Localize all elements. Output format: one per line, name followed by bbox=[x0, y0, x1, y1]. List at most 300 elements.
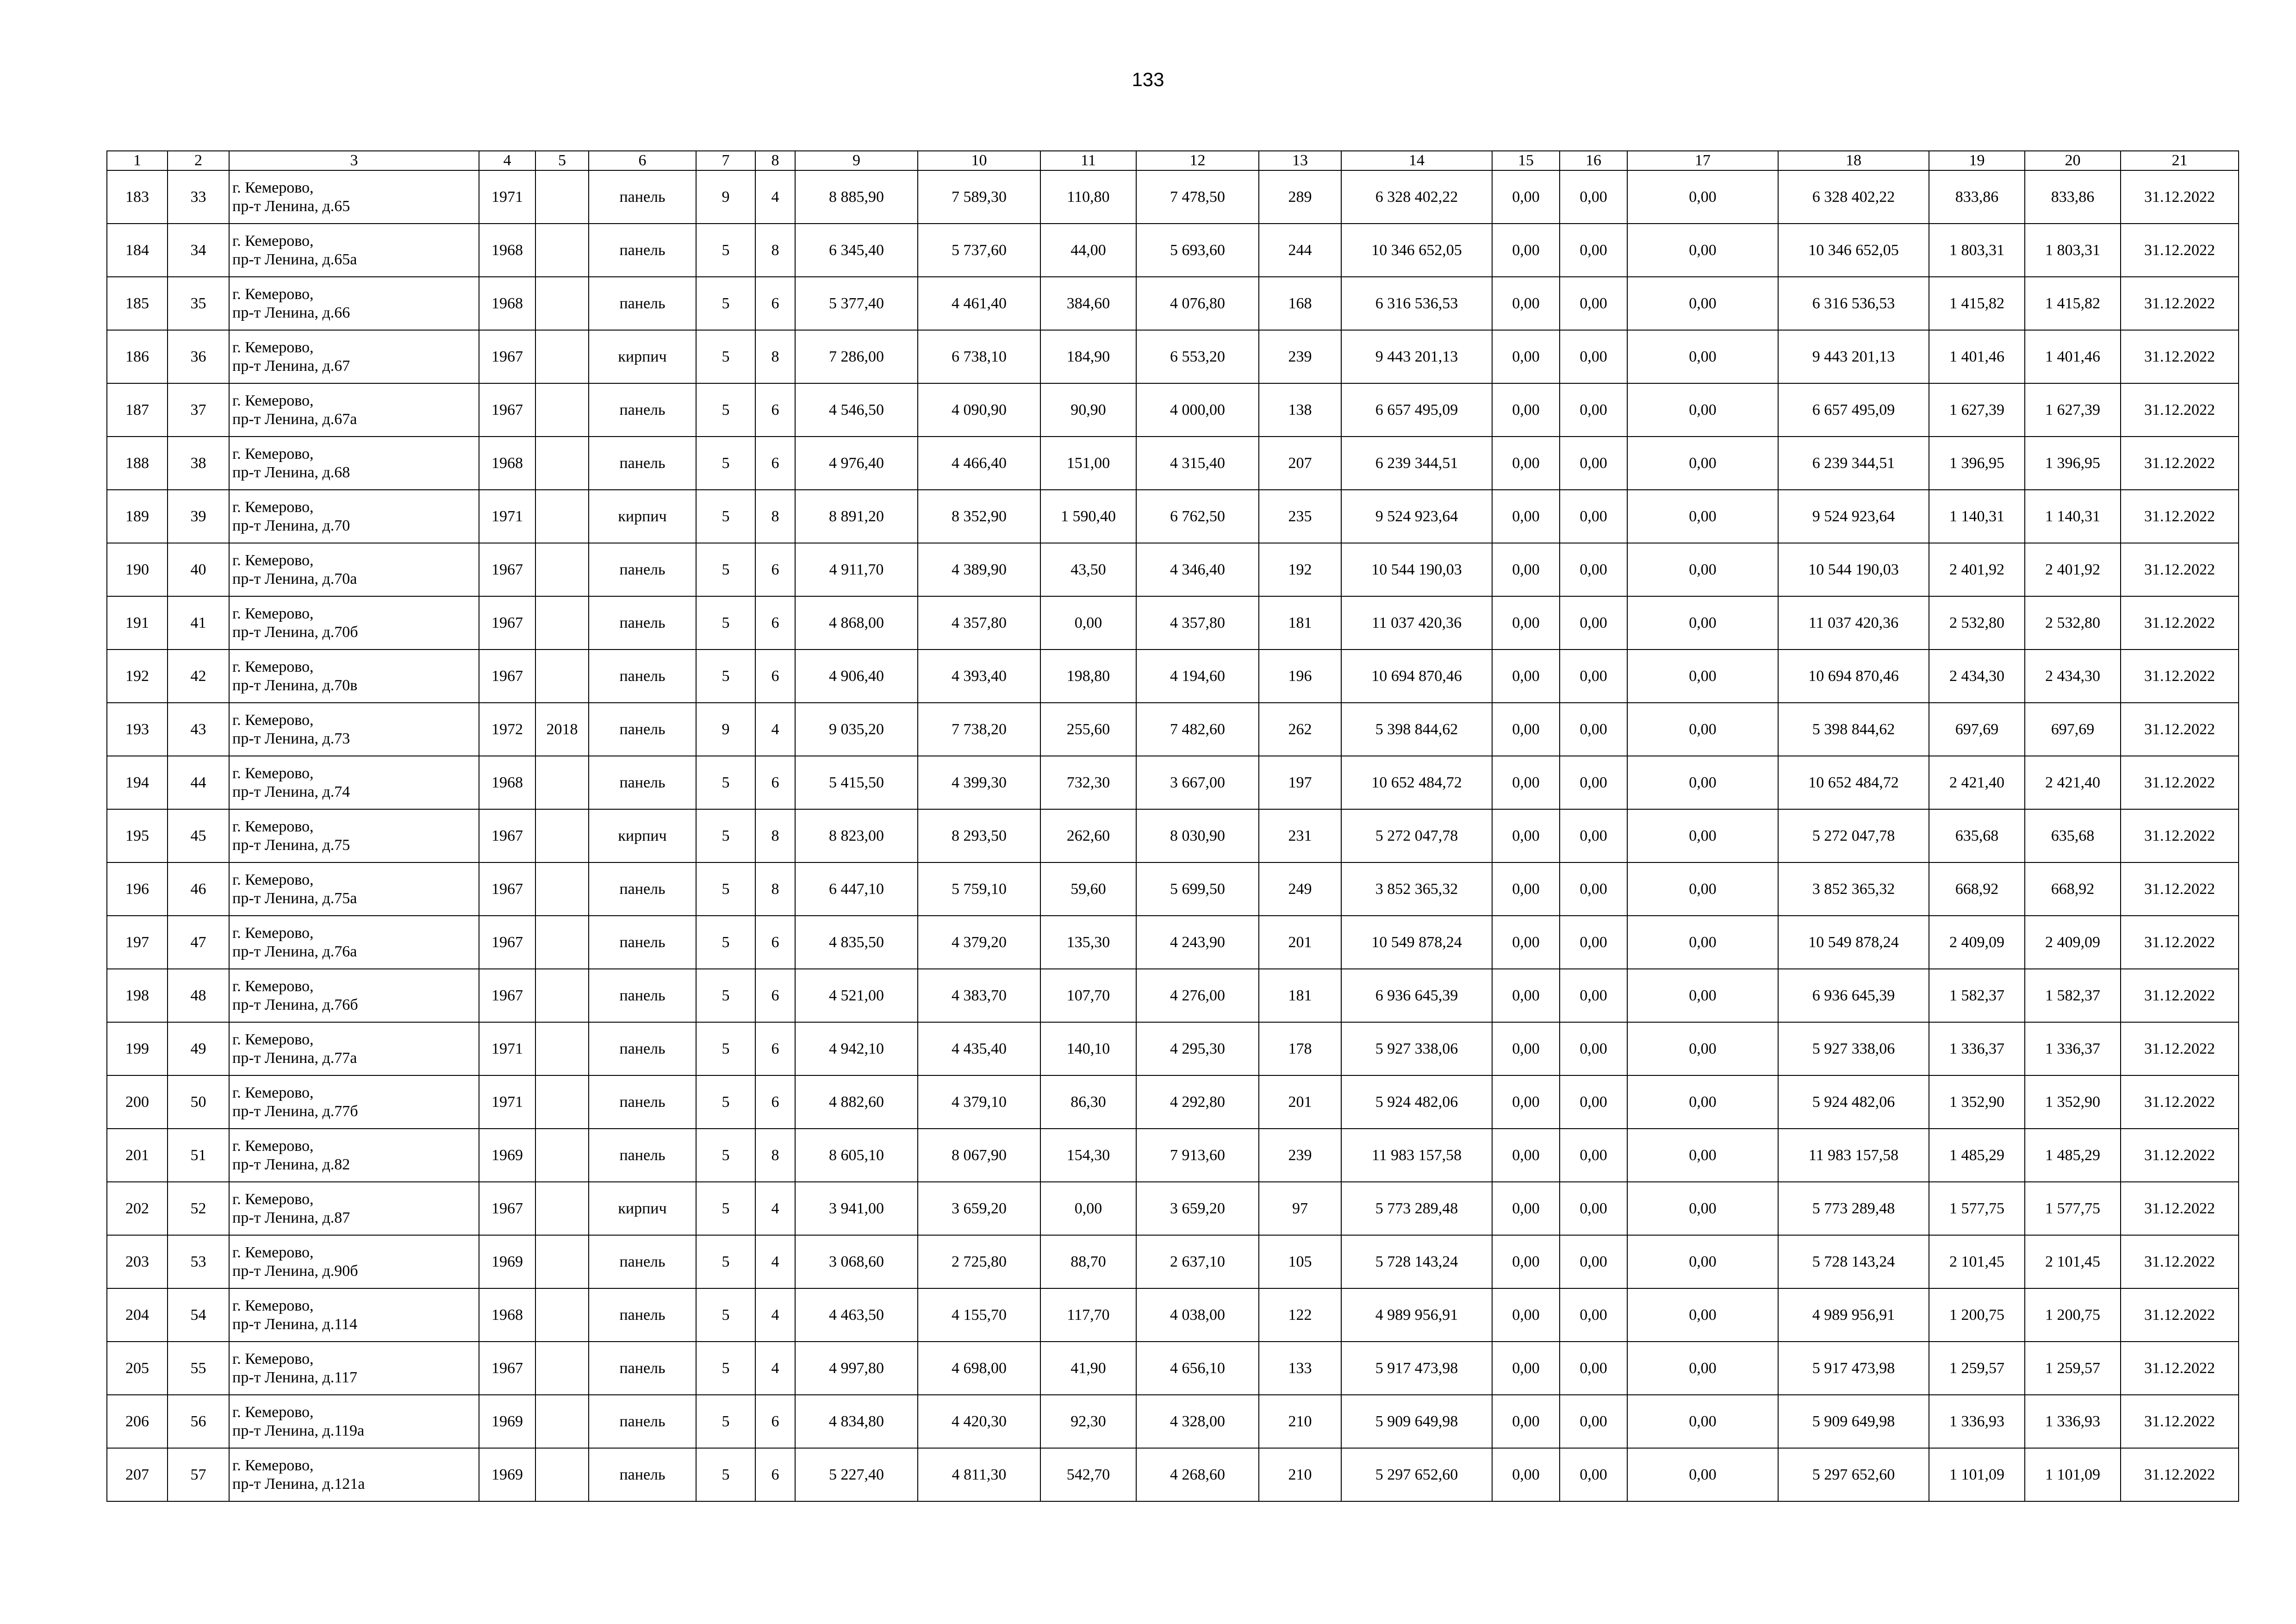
cell-col-1: 190 bbox=[107, 543, 168, 596]
cell-col-2: 49 bbox=[168, 1022, 229, 1075]
cell-col-6: панель bbox=[589, 277, 696, 330]
cell-col-11: 384,60 bbox=[1040, 277, 1136, 330]
cell-col-2: 55 bbox=[168, 1342, 229, 1395]
cell-col-12: 4 346,40 bbox=[1136, 543, 1259, 596]
cell-col-17: 0,00 bbox=[1627, 1129, 1778, 1182]
cell-col-18: 5 917 473,98 bbox=[1778, 1342, 1929, 1395]
cell-col-21: 31.12.2022 bbox=[2121, 543, 2239, 596]
cell-col-19: 2 401,92 bbox=[1929, 543, 2025, 596]
cell-col-14: 5 917 473,98 bbox=[1341, 1342, 1492, 1395]
cell-col-16: 0,00 bbox=[1560, 1022, 1627, 1075]
cell-col-8: 4 bbox=[755, 1342, 795, 1395]
table-row bbox=[107, 1075, 2239, 1129]
cell-col-7: 5 bbox=[696, 543, 755, 596]
cell-col-17: 0,00 bbox=[1627, 756, 1778, 809]
column-header-7: 7 bbox=[696, 151, 755, 170]
cell-col-6: панель bbox=[589, 1129, 696, 1182]
cell-col-17: 0,00 bbox=[1627, 862, 1778, 916]
cell-col-16: 0,00 bbox=[1560, 1448, 1627, 1501]
cell-col-10: 7 738,20 bbox=[918, 703, 1040, 756]
address-street: пр-т Ленина, д.65а bbox=[232, 250, 357, 268]
cell-col-4: 1968 bbox=[479, 756, 535, 809]
cell-col-20: 2 401,92 bbox=[2025, 543, 2121, 596]
address-cell bbox=[229, 703, 479, 756]
cell-col-15: 0,00 bbox=[1492, 916, 1560, 969]
cell-col-21: 31.12.2022 bbox=[2121, 1075, 2239, 1129]
cell-col-6: панель bbox=[589, 916, 696, 969]
cell-col-6: кирпич bbox=[589, 1182, 696, 1235]
cell-col-17: 0,00 bbox=[1627, 703, 1778, 756]
cell-col-5 bbox=[535, 1075, 589, 1129]
cell-col-2: 48 bbox=[168, 969, 229, 1022]
column-header-11: 11 bbox=[1040, 151, 1136, 170]
cell-col-5 bbox=[535, 1288, 589, 1342]
cell-col-16: 0,00 bbox=[1560, 330, 1627, 383]
cell-col-13: 235 bbox=[1259, 490, 1341, 543]
cell-col-8: 6 bbox=[755, 277, 795, 330]
cell-col-7: 5 bbox=[696, 1129, 755, 1182]
cell-col-8: 4 bbox=[755, 1182, 795, 1235]
cell-col-14: 5 927 338,06 bbox=[1341, 1022, 1492, 1075]
cell-col-18: 5 728 143,24 bbox=[1778, 1235, 1929, 1288]
address-city: г. Кемерово, bbox=[232, 1137, 314, 1155]
cell-col-18: 5 398 844,62 bbox=[1778, 703, 1929, 756]
cell-col-1: 201 bbox=[107, 1129, 168, 1182]
cell-col-18: 5 927 338,06 bbox=[1778, 1022, 1929, 1075]
cell-col-1: 194 bbox=[107, 756, 168, 809]
cell-col-8: 6 bbox=[755, 1395, 795, 1448]
cell-col-2: 40 bbox=[168, 543, 229, 596]
cell-col-2: 56 bbox=[168, 1395, 229, 1448]
address-street: пр-т Ленина, д.114 bbox=[232, 1315, 358, 1333]
cell-col-10: 4 379,10 bbox=[918, 1075, 1040, 1129]
cell-col-7: 9 bbox=[696, 170, 755, 224]
cell-col-7: 5 bbox=[696, 383, 755, 437]
cell-col-4: 1967 bbox=[479, 596, 535, 650]
cell-col-4: 1968 bbox=[479, 277, 535, 330]
cell-col-13: 262 bbox=[1259, 703, 1341, 756]
cell-col-21: 31.12.2022 bbox=[2121, 1342, 2239, 1395]
cell-col-15: 0,00 bbox=[1492, 862, 1560, 916]
cell-col-14: 10 544 190,03 bbox=[1341, 543, 1492, 596]
cell-col-6: панель bbox=[589, 437, 696, 490]
cell-col-21: 31.12.2022 bbox=[2121, 1022, 2239, 1075]
cell-col-7: 5 bbox=[696, 1288, 755, 1342]
cell-col-10: 4 389,90 bbox=[918, 543, 1040, 596]
cell-col-19: 1 415,82 bbox=[1929, 277, 2025, 330]
address-street: пр-т Ленина, д.70а bbox=[232, 570, 357, 587]
cell-col-13: 201 bbox=[1259, 916, 1341, 969]
cell-col-21: 31.12.2022 bbox=[2121, 703, 2239, 756]
cell-col-15: 0,00 bbox=[1492, 1022, 1560, 1075]
cell-col-10: 7 589,30 bbox=[918, 170, 1040, 224]
cell-col-17: 0,00 bbox=[1627, 1182, 1778, 1235]
cell-col-4: 1971 bbox=[479, 1075, 535, 1129]
cell-col-15: 0,00 bbox=[1492, 170, 1560, 224]
address-cell bbox=[229, 756, 479, 809]
address-city: г. Кемерово, bbox=[232, 232, 314, 250]
cell-col-6: панель bbox=[589, 383, 696, 437]
cell-col-12: 4 656,10 bbox=[1136, 1342, 1259, 1395]
address-cell bbox=[229, 490, 479, 543]
cell-col-13: 133 bbox=[1259, 1342, 1341, 1395]
cell-col-14: 5 272 047,78 bbox=[1341, 809, 1492, 862]
address-street: пр-т Ленина, д.119а bbox=[232, 1422, 365, 1439]
cell-col-16: 0,00 bbox=[1560, 862, 1627, 916]
cell-col-16: 0,00 bbox=[1560, 224, 1627, 277]
cell-col-18: 10 549 878,24 bbox=[1778, 916, 1929, 969]
cell-col-20: 1 101,09 bbox=[2025, 1448, 2121, 1501]
table-row bbox=[107, 650, 2239, 703]
table-row bbox=[107, 1342, 2239, 1395]
cell-col-10: 5 759,10 bbox=[918, 862, 1040, 916]
cell-col-16: 0,00 bbox=[1560, 969, 1627, 1022]
cell-col-1: 183 bbox=[107, 170, 168, 224]
cell-col-8: 6 bbox=[755, 650, 795, 703]
cell-col-15: 0,00 bbox=[1492, 703, 1560, 756]
cell-col-20: 833,86 bbox=[2025, 170, 2121, 224]
cell-col-6: панель bbox=[589, 756, 696, 809]
cell-col-2: 54 bbox=[168, 1288, 229, 1342]
cell-col-14: 6 328 402,22 bbox=[1341, 170, 1492, 224]
cell-col-1: 186 bbox=[107, 330, 168, 383]
column-header-5: 5 bbox=[535, 151, 589, 170]
cell-col-6: кирпич bbox=[589, 490, 696, 543]
address-street: пр-т Ленина, д.70 bbox=[232, 517, 350, 534]
cell-col-18: 10 544 190,03 bbox=[1778, 543, 1929, 596]
cell-col-13: 122 bbox=[1259, 1288, 1341, 1342]
cell-col-19: 1 336,93 bbox=[1929, 1395, 2025, 1448]
table-row bbox=[107, 809, 2239, 862]
cell-col-12: 3 659,20 bbox=[1136, 1182, 1259, 1235]
cell-col-4: 1969 bbox=[479, 1235, 535, 1288]
cell-col-17: 0,00 bbox=[1627, 809, 1778, 862]
cell-col-9: 4 834,80 bbox=[795, 1395, 918, 1448]
cell-col-6: панель bbox=[589, 170, 696, 224]
cell-col-20: 2 421,40 bbox=[2025, 756, 2121, 809]
cell-col-21: 31.12.2022 bbox=[2121, 862, 2239, 916]
cell-col-14: 10 549 878,24 bbox=[1341, 916, 1492, 969]
cell-col-2: 43 bbox=[168, 703, 229, 756]
cell-col-4: 1967 bbox=[479, 862, 535, 916]
cell-col-20: 1 582,37 bbox=[2025, 969, 2121, 1022]
cell-col-10: 4 698,00 bbox=[918, 1342, 1040, 1395]
cell-col-19: 1 582,37 bbox=[1929, 969, 2025, 1022]
cell-col-21: 31.12.2022 bbox=[2121, 1448, 2239, 1501]
cell-col-2: 45 bbox=[168, 809, 229, 862]
address-street: пр-т Ленина, д.117 bbox=[232, 1368, 358, 1386]
cell-col-10: 3 659,20 bbox=[918, 1182, 1040, 1235]
table-row bbox=[107, 170, 2239, 224]
address-city: г. Кемерово, bbox=[232, 871, 314, 888]
address-street: пр-т Ленина, д.67 bbox=[232, 357, 350, 375]
cell-col-5 bbox=[535, 1022, 589, 1075]
cell-col-10: 4 379,20 bbox=[918, 916, 1040, 969]
table-row bbox=[107, 1288, 2239, 1342]
table-row bbox=[107, 916, 2239, 969]
address-street: пр-т Ленина, д.121а bbox=[232, 1475, 365, 1493]
cell-col-7: 5 bbox=[696, 1075, 755, 1129]
cell-col-9: 4 835,50 bbox=[795, 916, 918, 969]
address-cell bbox=[229, 596, 479, 650]
address-city: г. Кемерово, bbox=[232, 338, 314, 356]
cell-col-15: 0,00 bbox=[1492, 1342, 1560, 1395]
table-row bbox=[107, 1182, 2239, 1235]
cell-col-19: 697,69 bbox=[1929, 703, 2025, 756]
cell-col-16: 0,00 bbox=[1560, 490, 1627, 543]
cell-col-20: 1 200,75 bbox=[2025, 1288, 2121, 1342]
address-city: г. Кемерово, bbox=[232, 605, 314, 622]
cell-col-20: 2 409,09 bbox=[2025, 916, 2121, 969]
cell-col-7: 5 bbox=[696, 330, 755, 383]
cell-col-15: 0,00 bbox=[1492, 1075, 1560, 1129]
cell-col-7: 5 bbox=[696, 490, 755, 543]
cell-col-6: панель bbox=[589, 1075, 696, 1129]
cell-col-12: 4 276,00 bbox=[1136, 969, 1259, 1022]
table-row bbox=[107, 703, 2239, 756]
cell-col-12: 6 762,50 bbox=[1136, 490, 1259, 543]
cell-col-11: 0,00 bbox=[1040, 596, 1136, 650]
address-city: г. Кемерово, bbox=[232, 711, 314, 729]
cell-col-12: 4 038,00 bbox=[1136, 1288, 1259, 1342]
cell-col-6: панель bbox=[589, 596, 696, 650]
cell-col-8: 8 bbox=[755, 330, 795, 383]
cell-col-10: 4 393,40 bbox=[918, 650, 1040, 703]
cell-col-19: 1 396,95 bbox=[1929, 437, 2025, 490]
cell-col-8: 6 bbox=[755, 437, 795, 490]
cell-col-10: 8 293,50 bbox=[918, 809, 1040, 862]
cell-col-17: 0,00 bbox=[1627, 916, 1778, 969]
cell-col-19: 1 336,37 bbox=[1929, 1022, 2025, 1075]
cell-col-13: 201 bbox=[1259, 1075, 1341, 1129]
cell-col-1: 198 bbox=[107, 969, 168, 1022]
cell-col-21: 31.12.2022 bbox=[2121, 1129, 2239, 1182]
cell-col-16: 0,00 bbox=[1560, 1129, 1627, 1182]
address-cell bbox=[229, 1342, 479, 1395]
cell-col-21: 31.12.2022 bbox=[2121, 437, 2239, 490]
cell-col-9: 8 605,10 bbox=[795, 1129, 918, 1182]
column-header-15: 15 bbox=[1492, 151, 1560, 170]
cell-col-13: 181 bbox=[1259, 596, 1341, 650]
cell-col-13: 97 bbox=[1259, 1182, 1341, 1235]
cell-col-8: 4 bbox=[755, 703, 795, 756]
cell-col-4: 1972 bbox=[479, 703, 535, 756]
address-street: пр-т Ленина, д.76а bbox=[232, 943, 357, 960]
table-row bbox=[107, 1448, 2239, 1501]
table-body bbox=[107, 170, 2239, 1501]
column-header-6: 6 bbox=[589, 151, 696, 170]
cell-col-2: 34 bbox=[168, 224, 229, 277]
cell-col-13: 196 bbox=[1259, 650, 1341, 703]
cell-col-13: 192 bbox=[1259, 543, 1341, 596]
cell-col-6: панель bbox=[589, 1288, 696, 1342]
cell-col-17: 0,00 bbox=[1627, 1288, 1778, 1342]
cell-col-21: 31.12.2022 bbox=[2121, 1235, 2239, 1288]
cell-col-14: 10 652 484,72 bbox=[1341, 756, 1492, 809]
cell-col-18: 5 773 289,48 bbox=[1778, 1182, 1929, 1235]
address-street: пр-т Ленина, д.74 bbox=[232, 783, 350, 800]
cell-col-20: 1 352,90 bbox=[2025, 1075, 2121, 1129]
table-row bbox=[107, 543, 2239, 596]
cell-col-2: 50 bbox=[168, 1075, 229, 1129]
cell-col-8: 8 bbox=[755, 862, 795, 916]
column-header-8: 8 bbox=[755, 151, 795, 170]
table-row bbox=[107, 1235, 2239, 1288]
header-row bbox=[107, 151, 2239, 170]
cell-col-18: 11 037 420,36 bbox=[1778, 596, 1929, 650]
cell-col-4: 1967 bbox=[479, 650, 535, 703]
cell-col-17: 0,00 bbox=[1627, 170, 1778, 224]
cell-col-13: 231 bbox=[1259, 809, 1341, 862]
cell-col-14: 5 297 652,60 bbox=[1341, 1448, 1492, 1501]
cell-col-9: 4 521,00 bbox=[795, 969, 918, 1022]
cell-col-18: 11 983 157,58 bbox=[1778, 1129, 1929, 1182]
address-city: г. Кемерово, bbox=[232, 1403, 314, 1421]
cell-col-19: 833,86 bbox=[1929, 170, 2025, 224]
address-cell bbox=[229, 170, 479, 224]
address-cell bbox=[229, 969, 479, 1022]
cell-col-12: 7 482,60 bbox=[1136, 703, 1259, 756]
cell-col-9: 5 377,40 bbox=[795, 277, 918, 330]
address-street: пр-т Ленина, д.68 bbox=[232, 463, 350, 481]
cell-col-14: 3 852 365,32 bbox=[1341, 862, 1492, 916]
cell-col-8: 6 bbox=[755, 916, 795, 969]
address-street: пр-т Ленина, д.77а bbox=[232, 1049, 357, 1067]
cell-col-4: 1967 bbox=[479, 383, 535, 437]
cell-col-15: 0,00 bbox=[1492, 1288, 1560, 1342]
cell-col-12: 5 699,50 bbox=[1136, 862, 1259, 916]
address-street: пр-т Ленина, д.70б bbox=[232, 623, 358, 641]
cell-col-1: 199 bbox=[107, 1022, 168, 1075]
address-cell bbox=[229, 916, 479, 969]
cell-col-11: 255,60 bbox=[1040, 703, 1136, 756]
cell-col-13: 181 bbox=[1259, 969, 1341, 1022]
cell-col-7: 5 bbox=[696, 1342, 755, 1395]
column-header-13: 13 bbox=[1259, 151, 1341, 170]
cell-col-11: 110,80 bbox=[1040, 170, 1136, 224]
cell-col-15: 0,00 bbox=[1492, 224, 1560, 277]
cell-col-11: 0,00 bbox=[1040, 1182, 1136, 1235]
cell-col-4: 1969 bbox=[479, 1129, 535, 1182]
cell-col-6: панель bbox=[589, 224, 696, 277]
cell-col-7: 5 bbox=[696, 437, 755, 490]
cell-col-8: 6 bbox=[755, 1075, 795, 1129]
cell-col-4: 1969 bbox=[479, 1448, 535, 1501]
address-cell bbox=[229, 1022, 479, 1075]
address-street: пр-т Ленина, д.90б bbox=[232, 1262, 358, 1280]
cell-col-9: 4 911,70 bbox=[795, 543, 918, 596]
table-row bbox=[107, 437, 2239, 490]
cell-col-14: 6 239 344,51 bbox=[1341, 437, 1492, 490]
cell-col-2: 47 bbox=[168, 916, 229, 969]
address-cell bbox=[229, 1129, 479, 1182]
cell-col-20: 2 532,80 bbox=[2025, 596, 2121, 650]
cell-col-16: 0,00 bbox=[1560, 277, 1627, 330]
cell-col-6: панель bbox=[589, 969, 696, 1022]
cell-col-5 bbox=[535, 170, 589, 224]
cell-col-11: 135,30 bbox=[1040, 916, 1136, 969]
column-header-3: 3 bbox=[229, 151, 479, 170]
cell-col-5 bbox=[535, 437, 589, 490]
cell-col-18: 6 936 645,39 bbox=[1778, 969, 1929, 1022]
cell-col-8: 8 bbox=[755, 490, 795, 543]
cell-col-14: 6 936 645,39 bbox=[1341, 969, 1492, 1022]
cell-col-1: 192 bbox=[107, 650, 168, 703]
cell-col-16: 0,00 bbox=[1560, 703, 1627, 756]
cell-col-16: 0,00 bbox=[1560, 437, 1627, 490]
cell-col-20: 1 336,37 bbox=[2025, 1022, 2121, 1075]
column-header-18: 18 bbox=[1778, 151, 1929, 170]
cell-col-21: 31.12.2022 bbox=[2121, 1288, 2239, 1342]
cell-col-21: 31.12.2022 bbox=[2121, 170, 2239, 224]
cell-col-16: 0,00 bbox=[1560, 543, 1627, 596]
cell-col-11: 732,30 bbox=[1040, 756, 1136, 809]
cell-col-1: 193 bbox=[107, 703, 168, 756]
address-cell bbox=[229, 277, 479, 330]
cell-col-7: 9 bbox=[696, 703, 755, 756]
address-cell bbox=[229, 1182, 479, 1235]
cell-col-18: 3 852 365,32 bbox=[1778, 862, 1929, 916]
cell-col-4: 1969 bbox=[479, 1395, 535, 1448]
cell-col-8: 8 bbox=[755, 809, 795, 862]
cell-col-4: 1967 bbox=[479, 1182, 535, 1235]
cell-col-8: 6 bbox=[755, 969, 795, 1022]
address-cell bbox=[229, 1075, 479, 1129]
cell-col-6: панель bbox=[589, 1022, 696, 1075]
cell-col-1: 204 bbox=[107, 1288, 168, 1342]
cell-col-16: 0,00 bbox=[1560, 1235, 1627, 1288]
address-street: пр-т Ленина, д.76б bbox=[232, 996, 358, 1013]
cell-col-2: 36 bbox=[168, 330, 229, 383]
cell-col-14: 5 398 844,62 bbox=[1341, 703, 1492, 756]
address-city: г. Кемерово, bbox=[232, 764, 314, 782]
address-cell bbox=[229, 224, 479, 277]
column-header-16: 16 bbox=[1560, 151, 1627, 170]
cell-col-2: 51 bbox=[168, 1129, 229, 1182]
cell-col-2: 52 bbox=[168, 1182, 229, 1235]
cell-col-12: 8 030,90 bbox=[1136, 809, 1259, 862]
cell-col-13: 178 bbox=[1259, 1022, 1341, 1075]
cell-col-21: 31.12.2022 bbox=[2121, 224, 2239, 277]
cell-col-7: 5 bbox=[696, 650, 755, 703]
cell-col-8: 4 bbox=[755, 1288, 795, 1342]
cell-col-11: 90,90 bbox=[1040, 383, 1136, 437]
cell-col-9: 9 035,20 bbox=[795, 703, 918, 756]
address-city: г. Кемерово, bbox=[232, 179, 314, 196]
cell-col-13: 289 bbox=[1259, 170, 1341, 224]
cell-col-18: 10 694 870,46 bbox=[1778, 650, 1929, 703]
cell-col-5 bbox=[535, 969, 589, 1022]
column-header-9: 9 bbox=[795, 151, 918, 170]
cell-col-19: 1 200,75 bbox=[1929, 1288, 2025, 1342]
cell-col-10: 4 090,90 bbox=[918, 383, 1040, 437]
cell-col-14: 5 924 482,06 bbox=[1341, 1075, 1492, 1129]
cell-col-13: 197 bbox=[1259, 756, 1341, 809]
address-cell bbox=[229, 330, 479, 383]
column-header-2: 2 bbox=[168, 151, 229, 170]
cell-col-2: 37 bbox=[168, 383, 229, 437]
cell-col-5 bbox=[535, 1342, 589, 1395]
cell-col-4: 1967 bbox=[479, 809, 535, 862]
cell-col-18: 5 909 649,98 bbox=[1778, 1395, 1929, 1448]
address-cell bbox=[229, 1395, 479, 1448]
cell-col-9: 3 068,60 bbox=[795, 1235, 918, 1288]
cell-col-6: панель bbox=[589, 703, 696, 756]
column-header-17: 17 bbox=[1627, 151, 1778, 170]
cell-col-18: 4 989 956,91 bbox=[1778, 1288, 1929, 1342]
cell-col-15: 0,00 bbox=[1492, 1235, 1560, 1288]
cell-col-2: 41 bbox=[168, 596, 229, 650]
